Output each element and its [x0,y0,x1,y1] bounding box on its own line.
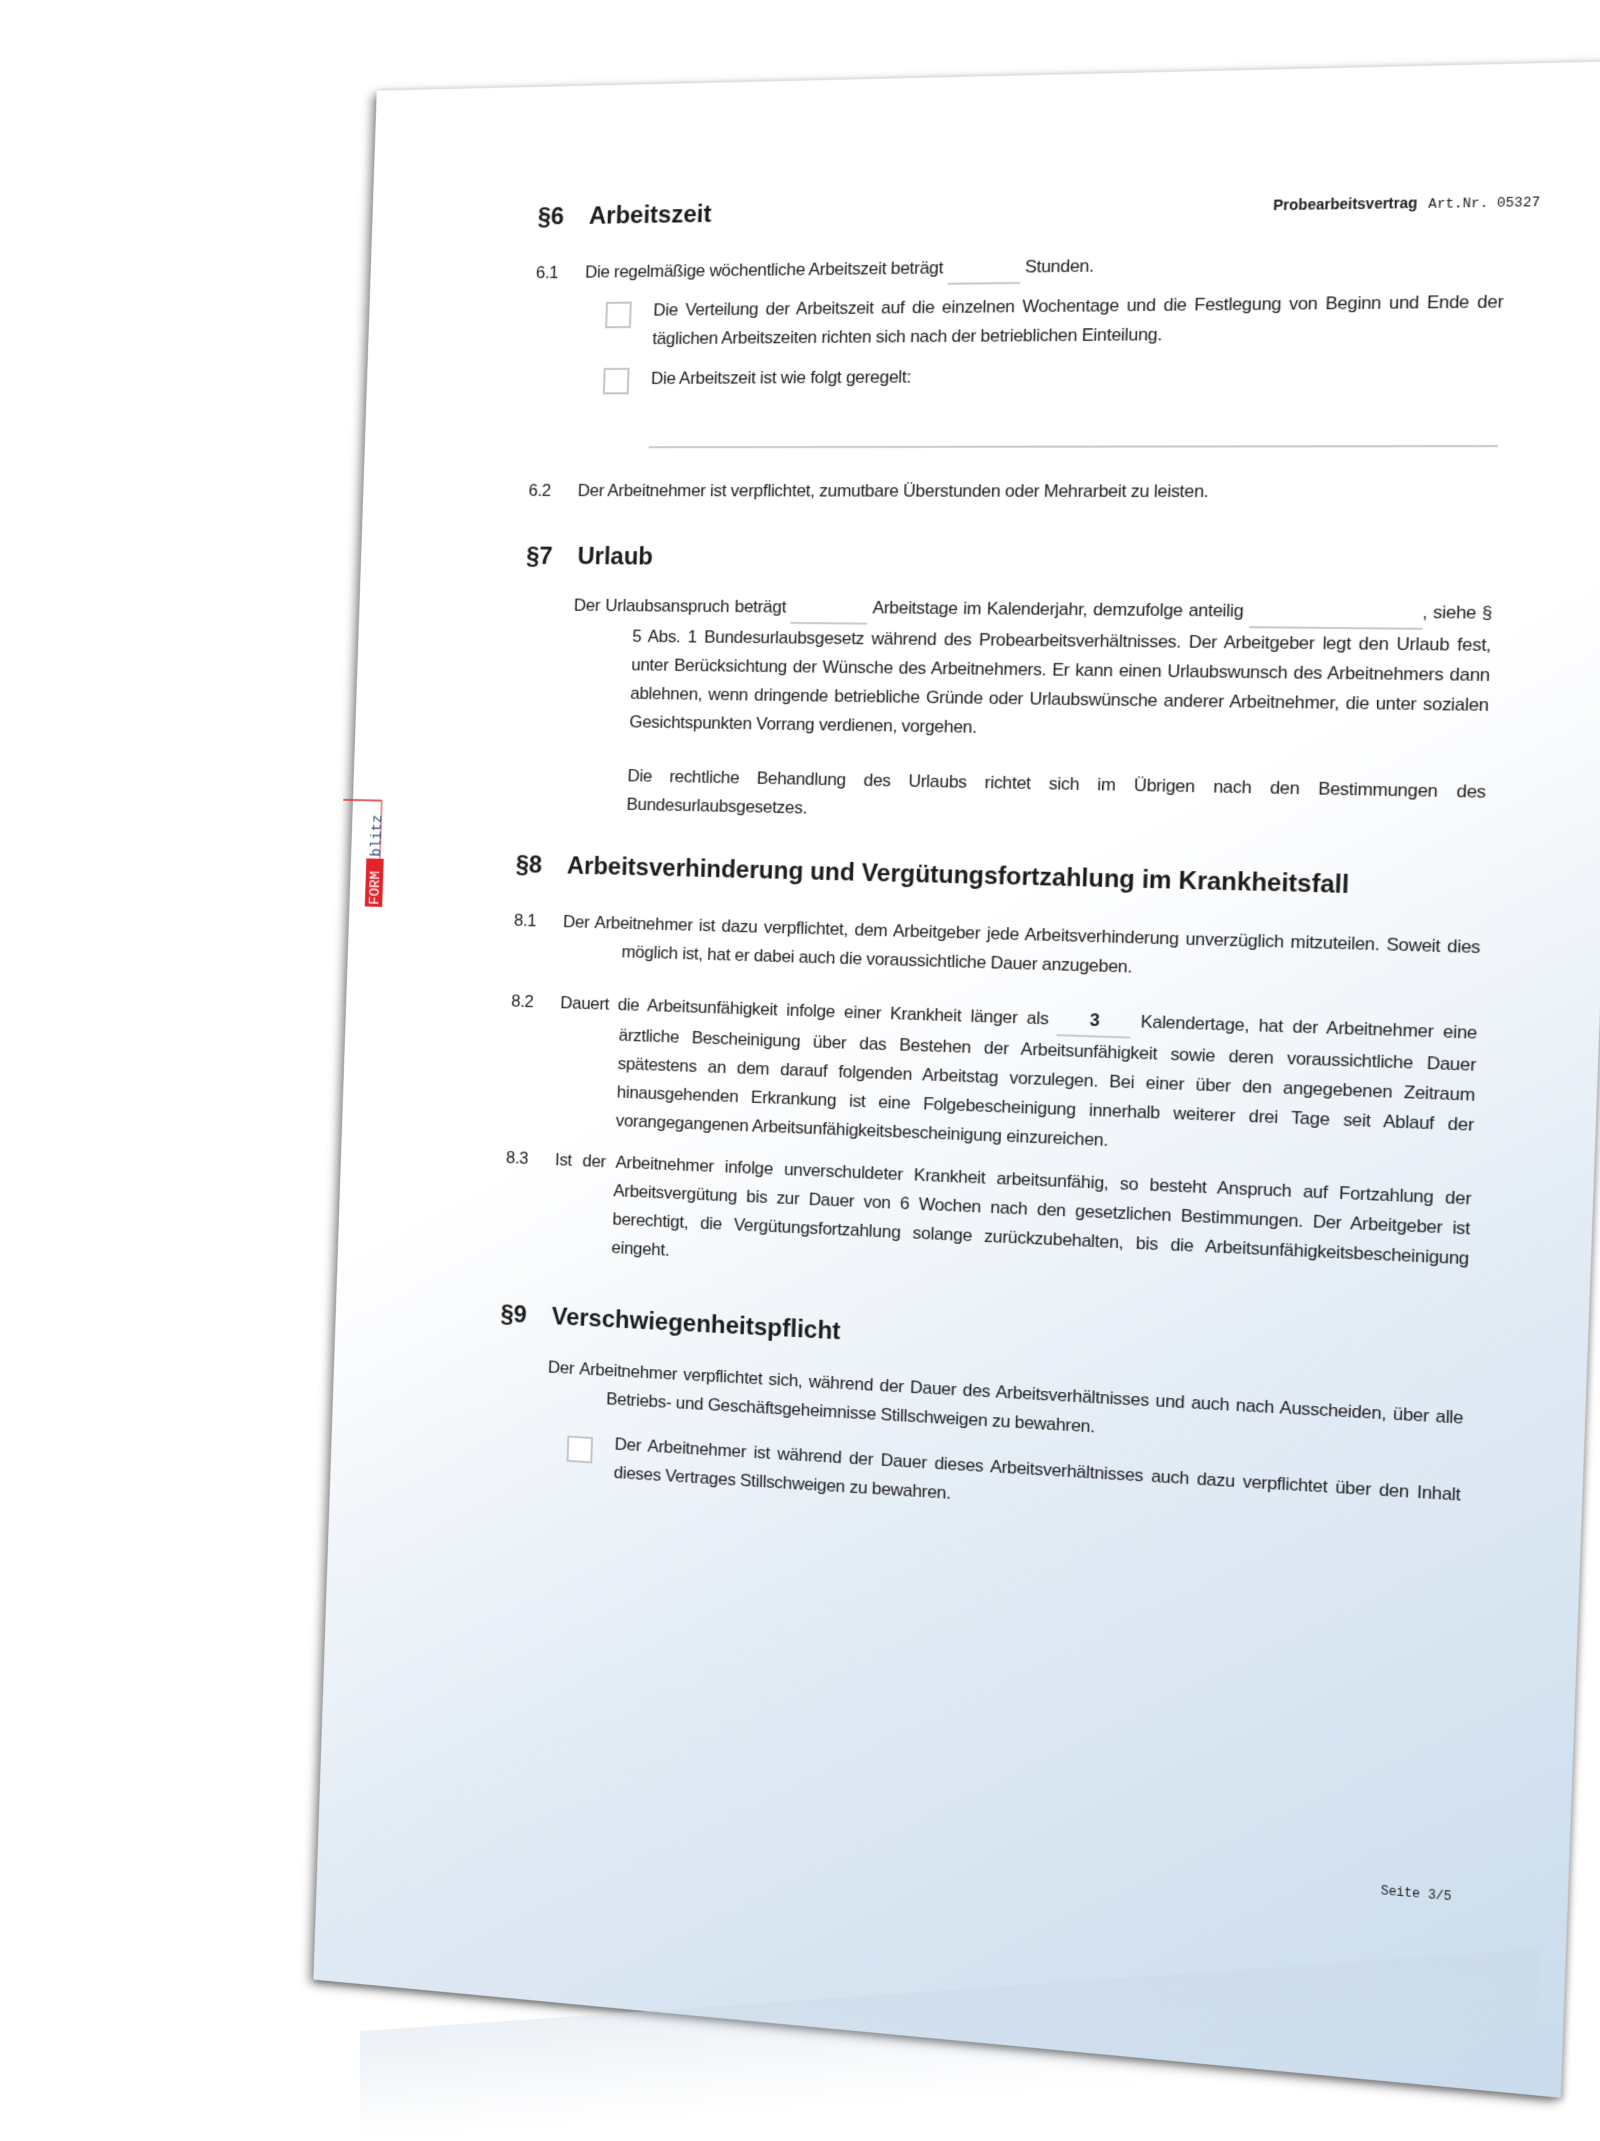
option-text: Die Arbeitszeit ist wie folgt geregelt: [650,367,912,389]
section-6-heading [537,200,712,231]
clause-6-2 [528,477,1497,507]
section-title: Arbeitszeit [588,200,712,230]
section-9-heading [500,1300,841,1346]
section-number: §6 [537,202,565,231]
section-8-heading [515,851,1349,900]
option-text: Der Arbeitnehmer ist während der Dauer dieses Arbeitsverhältnisses auch dazu verpflichtet über den Inhalt dieses Vertrages Stillschweigen zu bewahren. [613,1434,1461,1505]
vacation-paragraph-2: Die rechtliche Behandlung des Urlaubs richtet sich im Übrigen nach den Bestimmungen des Bundesurlaubsgesetzes. [626,765,1487,818]
clause-8-1 [513,907,1481,993]
vacation-paragraph [520,591,1492,750]
page-number: Seite 3/5 [1380,1883,1452,1905]
svg-text:FORM: FORM [367,870,385,905]
sick-days-field[interactable]: 3 [1057,1005,1132,1039]
prorated-days-field[interactable] [1249,597,1423,630]
clause-number: 8.3 [505,1147,529,1168]
clause-text: Die regelmäßige wöchentliche Arbeitszeit beträgt [584,257,944,282]
clause-number: 6.1 [535,262,559,283]
section-number: §9 [500,1300,528,1329]
paragraph-text: , siehe § 5 Abs. 1 Bundesurlaubsgesetz während des Probearbeitsverhältnisses. Der Arbeitgeber legt den Urlaub fest, unter Berücksichtung der Wünsche des Arbeitnehmers. Er kann einen Urlaubswunsch des Arbeitnehmers dann ablehnen, wenn dringende betriebliche Gründe oder Urlaubswünsche anderer Arbeitnehmer, die unter sozialen Gesichtspunkten Vorrang verdienen, vorgehen. [629,602,1493,737]
clause-text: Stunden. [1024,255,1095,277]
clause-text: Kalendertage, hat der Arbeitnehmer eine ärztliche Bescheinigung über das Bestehen der Arbeitsunfähigkeit sowie deren voraussichtliche Dauer spätestens an dem darauf folgenden Arbeitstag vorzulegen. Bei einer über den angegebenen Zeitraum hinausgehenden Erkrankung ist eine Folgebescheinigung innerhalb weiterer drei Tage seit Ablauf der vorangegangenen Arbeitsunfähigkeitsbescheinigung einzureichen. [615,1011,1478,1151]
clause-8-3 [503,1144,1472,1304]
clause-text: Der Arbeitnehmer ist dazu verpflichtet, dem Arbeitgeber jede Arbeitsverhinderung unverzüglich mitzuteilen. Soweit dies möglich ist, hat er dabei auch die voraussichtliche Dauer anzugeben. [562,911,1481,977]
section-title: Urlaub [577,542,654,571]
paragraph-text: Der Urlaubsanspruch beträgt [573,595,787,617]
clause-number: 6.2 [528,480,552,501]
section-title: Verschwiegenheitspflicht [551,1302,841,1346]
clause-6-1 [535,246,1505,289]
section-7-heading [526,543,654,572]
clause-text: Der Arbeitnehmer ist verpflichtet, zumutbare Überstunden oder Mehrarbeit zu leisten. [577,480,1209,502]
hours-field[interactable] [947,253,1021,285]
svg-text:blitz: blitz [369,814,387,857]
clause-8-2 [507,987,1478,1170]
section-number: §8 [515,850,543,879]
section-title: Arbeitsverhinderung und Vergütungsfortzahlung im Krankheitsfall [566,852,1350,900]
checkbox-distribution[interactable] [605,302,632,329]
custom-hours-line[interactable] [649,445,1498,448]
clause-number: 8.2 [510,991,534,1012]
option-text: Die Verteilung der Arbeitszeit auf die einzelnen Wochentage und die Festlegung von Beginn und Ende der täglichen Arbeitszeiten richten sich nach der betrieblichen Einteilung. [652,291,1504,349]
checkbox-custom-hours[interactable] [603,368,630,395]
clause-text: Ist der Arbeitnehmer infolge unverschuldeter Krankheit arbeitsunfähig, so besteht Anspruch auf Fortzahlung der Arbeitsvergütung bis zur Dauer von 6 Wochen nach den gesetzlichen Bestimmungen. Der Arbeitgeber ist berechtigt, die Vergütungsfortzahlung solange zurückzubehalten, bis die Arbeitsunfähigkeitsbescheinigung eingeht. [554,1149,1472,1269]
section-number: §7 [525,542,554,571]
formblitz-logo [338,792,401,954]
clause-text: Dauert die Arbeitsunfähigkeit infolge einer Krankheit länger als [560,992,1049,1029]
checkbox-contract-confidentiality[interactable] [567,1436,594,1464]
document-page [313,61,1600,2098]
vacation-days-field[interactable] [791,593,868,625]
clause-number: 8.1 [513,910,537,931]
page-header [1273,192,1541,214]
paragraph-text: Der Arbeitnehmer verpflichtet sich, während der Dauer des Arbeitsverhältnisses und auch nach Ausscheiden, über alle Betriebs- und Geschäftsgeheimnisse Stillschweigen zu bewahren. [547,1357,1464,1437]
paragraph-text: Arbeitstage im Kalenderjahr, demzufolge anteilig [872,597,1244,621]
document-title: Probearbeitsvertrag [1272,194,1418,214]
article-number: Art.Nr. 05327 [1428,194,1541,213]
